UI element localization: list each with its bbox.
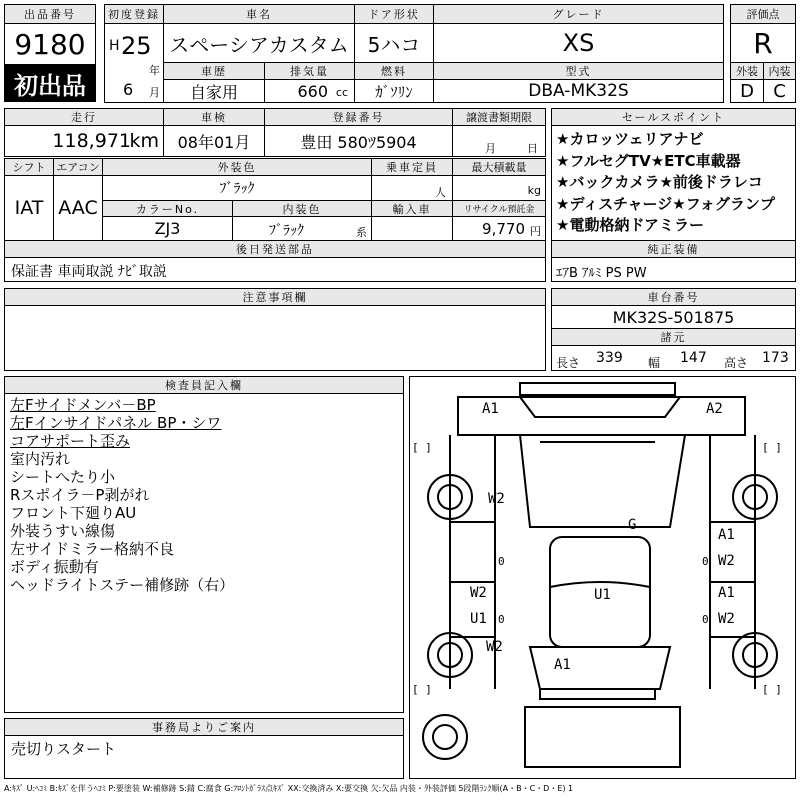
length-label: 長さ bbox=[556, 356, 581, 370]
sales-point: ★カロッツェリアナビ bbox=[556, 130, 704, 148]
shift-label: シフト bbox=[4, 158, 54, 176]
registration-year: 25 bbox=[121, 32, 152, 60]
damage-mark: W2 bbox=[718, 611, 735, 627]
door-label: ドア形状 bbox=[354, 4, 434, 24]
lot-label: 出品番号 bbox=[4, 4, 96, 24]
model-label: 型式 bbox=[433, 62, 724, 80]
lot-number: 9180 bbox=[4, 23, 96, 65]
fuel: ｶﾞｿﾘﾝ bbox=[354, 79, 434, 103]
color: ﾌﾞﾗｯｸ bbox=[102, 175, 372, 201]
damage-mark: W2 bbox=[486, 639, 503, 655]
mileage-label: 走行 bbox=[4, 108, 164, 126]
capacity-label: 乗車定員 bbox=[371, 158, 453, 176]
inspector-note: フロント下廻りAU bbox=[10, 504, 137, 522]
sales-point: ★電動格納ドアミラー bbox=[556, 216, 704, 234]
capacity-unit: 人 bbox=[435, 186, 446, 199]
legend: A:ｷｽﾞ U:ﾍｺﾐ B:ｷｽﾞを伴うﾍｺﾐ P:要塗装 W:補修跡 S:錆 C:腐食 G:ﾌﾛﾝﾄｶﾞﾗｽ点ｷｽﾞ XX:交換済み X:要交換 欠:欠品 内装・外装評価 5段階ﾗﾝｸ順(A・B・C・D・E) 1 bbox=[4, 784, 574, 793]
equipment: ｴｱB ｱﾙﾐ PS PW bbox=[556, 266, 647, 281]
sales-points-box bbox=[551, 125, 796, 241]
equipment-box bbox=[551, 257, 796, 282]
sales-points-label: セールスポイント bbox=[551, 108, 796, 126]
interior-label: 内装 bbox=[763, 62, 796, 80]
color-number-label: カラーNo. bbox=[102, 200, 233, 217]
door-type: 5ハコ bbox=[354, 23, 434, 63]
aircon-label: エアコン bbox=[53, 158, 103, 176]
history: 自家用 bbox=[163, 79, 265, 103]
bracket-mark: [ ] bbox=[412, 683, 432, 696]
damage-mark: U1 bbox=[594, 587, 611, 603]
recycle-box bbox=[452, 216, 546, 241]
aircon: AAC bbox=[53, 175, 103, 241]
inspector-note: 室内汚れ bbox=[10, 450, 71, 468]
dims-box bbox=[551, 345, 796, 371]
recycle-unit: 円 bbox=[530, 225, 541, 238]
bracket-mark: [ ] bbox=[762, 441, 782, 454]
interior-color: ﾌﾞﾗｯｸ bbox=[269, 223, 304, 239]
interior-score: C bbox=[763, 79, 796, 103]
grade-label: グレード bbox=[433, 4, 724, 24]
shift: IAT bbox=[4, 175, 54, 241]
chassis-number: MK32S-501875 bbox=[551, 305, 796, 329]
displacement-box bbox=[264, 79, 355, 103]
displacement-label: 排気量 bbox=[264, 62, 355, 80]
fuel-label: 燃料 bbox=[354, 62, 434, 80]
mileage-box bbox=[4, 125, 164, 157]
zero-mark: 0 bbox=[702, 555, 709, 568]
caution-label: 注意事項欄 bbox=[4, 288, 546, 306]
first-registration-box bbox=[104, 23, 164, 103]
inspector-note: 外装うすい線傷 bbox=[10, 522, 116, 540]
later-parts: 保証書 車両取説 ﾅﾋﾞ取説 bbox=[11, 264, 167, 280]
score-label: 評価点 bbox=[730, 4, 796, 24]
mileage: 118,971 bbox=[52, 130, 131, 152]
car-outline bbox=[410, 377, 795, 778]
recycle-fee: 9,770 bbox=[482, 220, 525, 238]
import-box bbox=[371, 216, 453, 241]
car-name: スペーシアカスタム bbox=[163, 23, 355, 63]
sales-point: ★ディスチャージ★フォグランプ bbox=[556, 194, 775, 213]
office-label: 事務局よりご案内 bbox=[4, 718, 404, 736]
registration-era: H bbox=[109, 38, 120, 54]
transfer-day: 日 bbox=[527, 142, 538, 155]
inspection-label: 車検 bbox=[163, 108, 265, 126]
recycle-label: リサイクル預託金 bbox=[452, 200, 546, 217]
zero-mark: 0 bbox=[702, 613, 709, 626]
later-parts-box bbox=[4, 257, 546, 282]
dims-label: 諸元 bbox=[551, 328, 796, 346]
height: 173 bbox=[762, 350, 789, 366]
registration-year-unit: 年 bbox=[149, 64, 160, 77]
model: DBA-MK32S bbox=[433, 79, 724, 103]
inspector-label: 検査員記入欄 bbox=[4, 376, 404, 394]
color-label: 外装色 bbox=[102, 158, 372, 176]
damage-mark: A1 bbox=[718, 585, 735, 601]
score: R bbox=[730, 23, 796, 63]
inspector-note: 左サイドミラー格納不良 bbox=[10, 540, 174, 558]
load-unit: kg bbox=[527, 184, 541, 197]
damage-mark: A1 bbox=[482, 401, 499, 417]
damage-mark: A1 bbox=[554, 657, 571, 673]
office-note: 売切りスタート bbox=[11, 740, 117, 758]
displacement: 660 bbox=[297, 82, 328, 101]
damage-mark: A2 bbox=[706, 401, 723, 417]
import-label: 輸入車 bbox=[371, 200, 453, 217]
car-name-label: 車名 bbox=[163, 4, 355, 24]
inspector-note: 左Fサイドメンバ－BP bbox=[10, 396, 156, 414]
zero-mark: 0 bbox=[498, 555, 505, 568]
bracket-mark: [ ] bbox=[762, 683, 782, 696]
caution-box bbox=[4, 305, 546, 371]
plate-label: 登録番号 bbox=[264, 108, 453, 126]
sales-point: ★バックカメラ★前後ドラレコ bbox=[556, 173, 763, 191]
chassis-label: 車台番号 bbox=[551, 288, 796, 306]
width: 147 bbox=[680, 350, 707, 366]
interior-color-box bbox=[232, 216, 372, 241]
displacement-unit: cc bbox=[335, 86, 348, 99]
damage-mark: W2 bbox=[718, 553, 735, 569]
width-label: 幅 bbox=[648, 356, 661, 370]
load-label: 最大積載量 bbox=[452, 158, 546, 176]
transfer-label: 譲渡書類期限 bbox=[452, 108, 546, 126]
bracket-mark: [ ] bbox=[412, 441, 432, 454]
inspector-notes bbox=[4, 393, 404, 713]
inspector-note: 左Fインサイドパネル BP・シワ bbox=[10, 414, 222, 432]
later-parts-label: 後日発送部品 bbox=[4, 240, 546, 258]
office-box bbox=[4, 735, 404, 779]
transfer-box bbox=[452, 125, 546, 157]
inspector-note: Rスポイラ－P剥がれ bbox=[10, 486, 150, 504]
grade: XS bbox=[433, 23, 724, 63]
exterior-score: D bbox=[730, 79, 764, 103]
length: 339 bbox=[596, 350, 623, 366]
plate: 豊田 580ﾂ5904 bbox=[264, 125, 453, 157]
exterior-label: 外装 bbox=[730, 62, 764, 80]
damage-mark: W2 bbox=[488, 491, 505, 507]
color-number: ZJ3 bbox=[102, 216, 233, 241]
inspector-note: コアサポート歪み bbox=[10, 432, 131, 450]
equipment-label: 純正装備 bbox=[551, 240, 796, 258]
sales-point: ★フルセグTV★ETC車載器 bbox=[556, 151, 741, 170]
inspector-note: シートへたり小 bbox=[10, 468, 116, 486]
damage-mark: A1 bbox=[718, 527, 735, 543]
registration-month: 6 bbox=[123, 80, 134, 99]
mileage-unit: km bbox=[129, 130, 159, 152]
load-box bbox=[452, 175, 546, 201]
zero-mark: 0 bbox=[498, 613, 505, 626]
damage-diagram bbox=[409, 376, 796, 779]
inspector-note: ボディ振動有 bbox=[10, 558, 99, 576]
interior-color-unit: 系 bbox=[356, 226, 367, 239]
capacity-box bbox=[371, 175, 453, 201]
history-label: 車歴 bbox=[163, 62, 265, 80]
first-registration-label: 初度登録 bbox=[104, 4, 164, 24]
height-label: 高さ bbox=[724, 356, 749, 370]
damage-mark: G bbox=[628, 517, 637, 533]
damage-mark: W2 bbox=[470, 585, 487, 601]
interior-color-label: 内装色 bbox=[232, 200, 372, 217]
first-listing-badge: 初出品 bbox=[4, 64, 96, 102]
registration-month-unit: 月 bbox=[149, 86, 160, 99]
transfer-month: 月 bbox=[485, 142, 496, 155]
inspector-note: ヘッドライトステー補修跡（右） bbox=[10, 576, 235, 594]
damage-mark: U1 bbox=[470, 611, 487, 627]
inspection: 08年01月 bbox=[163, 125, 265, 157]
